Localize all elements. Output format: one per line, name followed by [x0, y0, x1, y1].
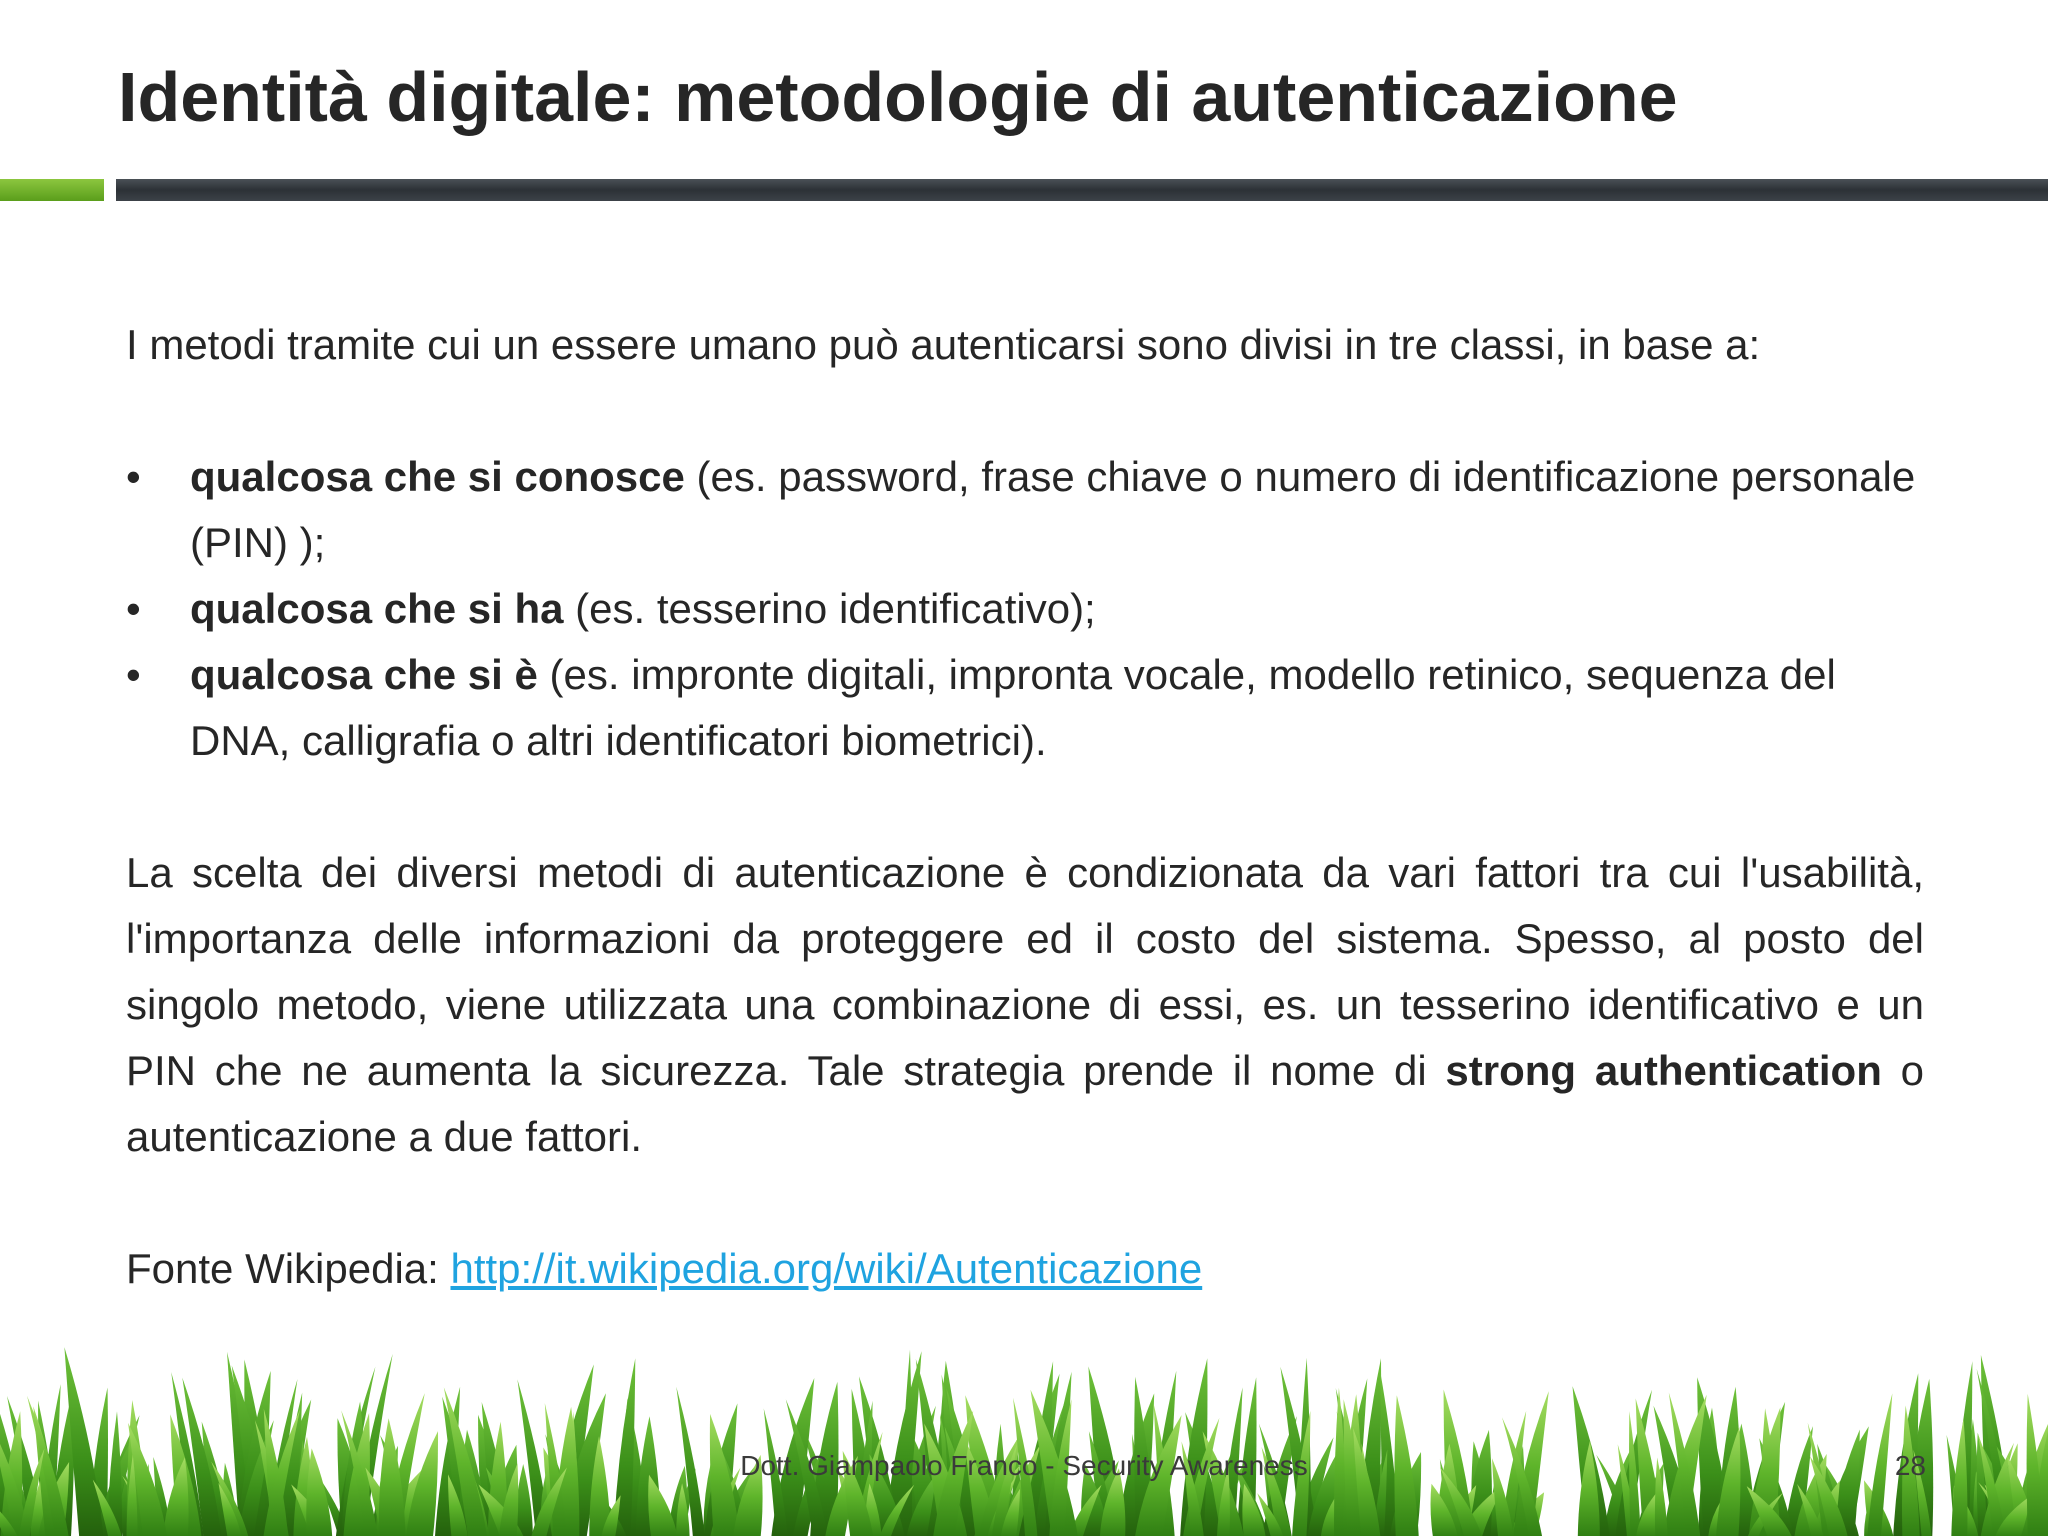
intro-text: I metodi tramite cui un essere umano può autenticarsi sono divisi in tre classi, in base a: [126, 321, 1761, 368]
list-item [126, 444, 1924, 576]
paragraph-text-before: La scelta dei diversi metodi di autenticazione è condizionata da vari fattori tra cui l'usabilità, l'importanza delle informazioni da proteggere ed il costo del sistema. Spesso, al posto del singolo metodo, viene utilizzata una combinazione di essi, es. un tesserino identificativo e un PIN che ne aumenta la sicurezza. Tale strategia prende il nome di [126, 849, 1924, 1094]
list-item-text: (es. impronte digitali, impronta vocale, modello retinico, sequenza del DNA, calligrafia o altri identificatori biometrici). [190, 651, 1836, 764]
page-number: 28 [1894, 1450, 1926, 1481]
title-accent-dark-bar [116, 179, 2048, 201]
authentication-classes-list [126, 444, 1924, 774]
list-item [126, 642, 1924, 774]
slide-body [126, 312, 1924, 1302]
wikipedia-link[interactable]: http://it.wikipedia.org/wiki/Autenticazione [450, 1245, 1203, 1292]
slide-title: Identità digitale: metodologie di autenticazione [118, 58, 1678, 136]
list-item-text: (es. password, frase chiave o numero di identificazione personale (PIN) ); [190, 453, 1916, 566]
list-item-bold: qualcosa che si conosce [190, 453, 685, 500]
footer-text: Dott. Giampaolo Franco - Security Awareness [740, 1450, 1308, 1481]
paragraph-text-after: o autenticazione a due fattori. [126, 1047, 1924, 1160]
source-label: Fonte Wikipedia: [126, 1245, 451, 1292]
list-item-bold: qualcosa che si ha [190, 585, 564, 632]
bullet-icon: • [126, 585, 141, 632]
body-paragraph [126, 840, 1924, 1170]
list-item-bold: qualcosa che si è [190, 651, 538, 698]
grass-illustration [0, 1306, 2048, 1536]
list-item-text: (es. tesserino identificativo); [563, 585, 1096, 632]
title-accent-green-bar [0, 179, 104, 201]
list-item [126, 576, 1924, 642]
bullet-icon: • [126, 453, 141, 500]
paragraph-bold-term: strong authentication [1445, 1047, 1882, 1094]
source-line [126, 1236, 1924, 1302]
bullet-icon: • [126, 651, 141, 698]
